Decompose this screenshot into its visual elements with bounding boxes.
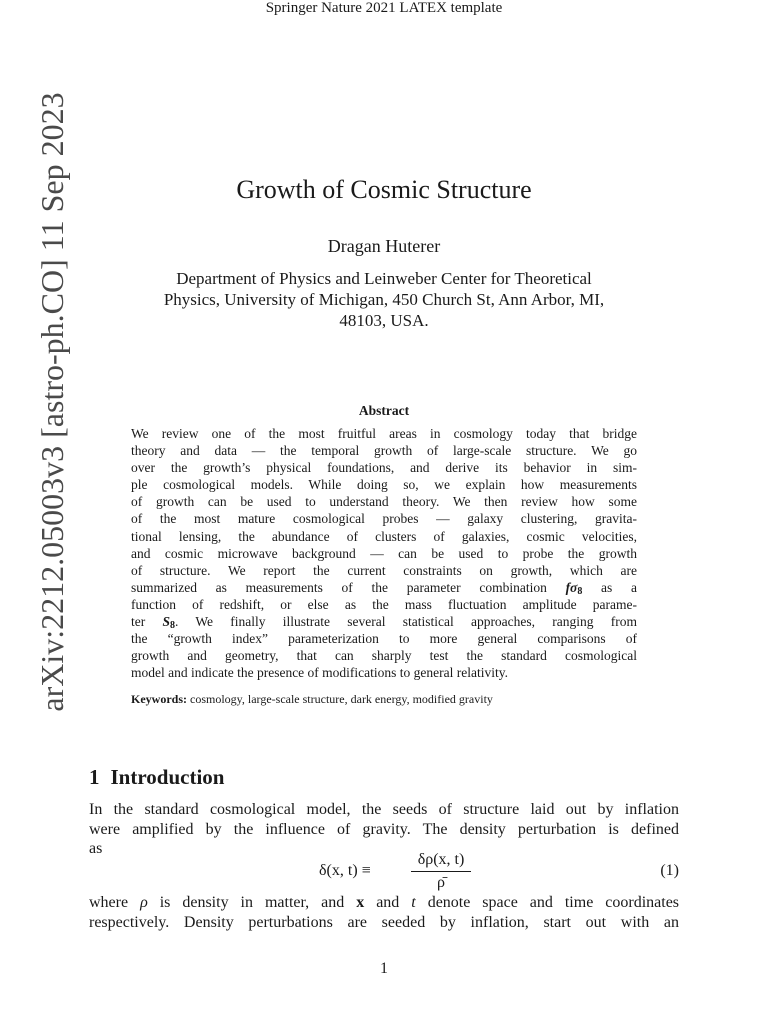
- abstract-line: of growth can be used to understand theory. We then review how some: [131, 494, 637, 510]
- abstract-text-fragment: ter: [131, 614, 146, 630]
- abstract-line: We review one of the most fruitful areas in cosmology today that bridge: [131, 426, 637, 441]
- abstract-line: of the most mature cosmological probes — galaxy clustering, gravita-: [131, 511, 637, 527]
- abstract-line: function of redshift, or else as the mass fluctuation amplitude parame-: [131, 596, 637, 612]
- f-sigma8-subscript: 8: [577, 585, 583, 597]
- equation-lhs: δ(x, t) ≡: [319, 862, 371, 879]
- text-fragment: where: [89, 894, 129, 911]
- paragraph-line: [89, 893, 679, 913]
- abstract-line: the “growth index” parameterization to more general comparisons of: [131, 631, 637, 647]
- f-sigma8-symbol: fσ: [565, 579, 578, 595]
- abstract-line: model and indicate the presence of modifications to general relativity.: [131, 665, 508, 681]
- equation-fraction: [411, 850, 471, 893]
- abstract-line: tional lensing, the abundance of clusters of galaxies, cosmic velocities,: [131, 528, 637, 544]
- section-number: 1: [89, 765, 100, 789]
- paragraph-line: respectively. Density perturbations are seeded by inflation, start out with an: [89, 913, 679, 931]
- section-title: Introduction: [110, 765, 225, 789]
- abstract-line: of structure. We report the current constraints on growth, which are: [131, 562, 637, 578]
- affiliation-line: Physics, University of Michigan, 450 Church St, Ann Arbor, MI,: [163, 290, 605, 309]
- equation-numerator: δρ(x, t): [417, 851, 465, 868]
- abstract-line: theory and data — the temporal growth of large-scale structure. We go: [131, 443, 637, 459]
- affiliation-line: 48103, USA.: [339, 311, 429, 330]
- abstract-line: and cosmic microwave background — can be used to probe the growth: [131, 545, 637, 561]
- paragraph-line: as: [89, 840, 103, 857]
- affiliation-line: Department of Physics and Leinweber Center for Theoretical: [176, 269, 592, 288]
- post-equation-paragraph: [89, 893, 679, 932]
- equation-number: (1): [660, 862, 679, 879]
- fraction-bar: [411, 871, 471, 872]
- equation-1: [89, 850, 679, 894]
- x-symbol: x: [356, 894, 365, 911]
- section-heading: [89, 763, 224, 791]
- text-fragment: and: [376, 894, 400, 911]
- page-number: 1: [380, 960, 388, 977]
- keywords-label: Keywords:: [131, 692, 187, 706]
- running-header: Springer Nature 2021 LATEX template: [265, 0, 503, 16]
- abstract-line: ple cosmological models. While doing so, we explain how measurements: [131, 477, 637, 493]
- abstract-line: over the growth’s physical foundations, and derive its behavior in sim-: [131, 460, 637, 476]
- arxiv-identifier: arXiv:2212.05003v3 [astro-ph.CO] 11 Sep 2023: [34, 92, 70, 712]
- s8-subscript: 8: [170, 620, 176, 632]
- abstract-text-fragment: summarized as measurements of the parameter combination: [131, 579, 547, 595]
- abstract-line: growth and geometry, that can sharply test the standard cosmological: [131, 648, 637, 664]
- abstract-text-fragment: as a: [601, 579, 637, 595]
- author-name: Dragan Huterer: [327, 236, 441, 256]
- paragraph-line: In the standard cosmological model, the seeds of structure laid out by inflation: [89, 801, 679, 818]
- paper-title: Growth of Cosmic Structure: [236, 175, 532, 204]
- rho-symbol: ρ: [140, 894, 148, 911]
- abstract-text: [131, 425, 637, 681]
- s8-symbol: S: [162, 614, 171, 630]
- keywords: [131, 690, 637, 708]
- equation-body: [319, 850, 519, 894]
- abstract-line: [131, 613, 637, 630]
- t-symbol: t: [411, 894, 416, 911]
- paragraph-line: were amplified by the influence of gravity. The density perturbation is defined: [89, 820, 679, 838]
- affiliation: [108, 268, 660, 331]
- abstract-text-fragment: . We finally illustrate several statistical approaches, ranging from: [175, 614, 638, 630]
- equation-denominator: ρ̄: [437, 874, 445, 891]
- text-fragment: denote space and time coordinates: [427, 894, 680, 911]
- text-fragment: is density in matter, and: [159, 894, 345, 911]
- abstract-line: [131, 579, 637, 596]
- keywords-text: cosmology, large-scale structure, dark energy, modified gravity: [190, 692, 493, 706]
- abstract-heading: Abstract: [358, 403, 410, 418]
